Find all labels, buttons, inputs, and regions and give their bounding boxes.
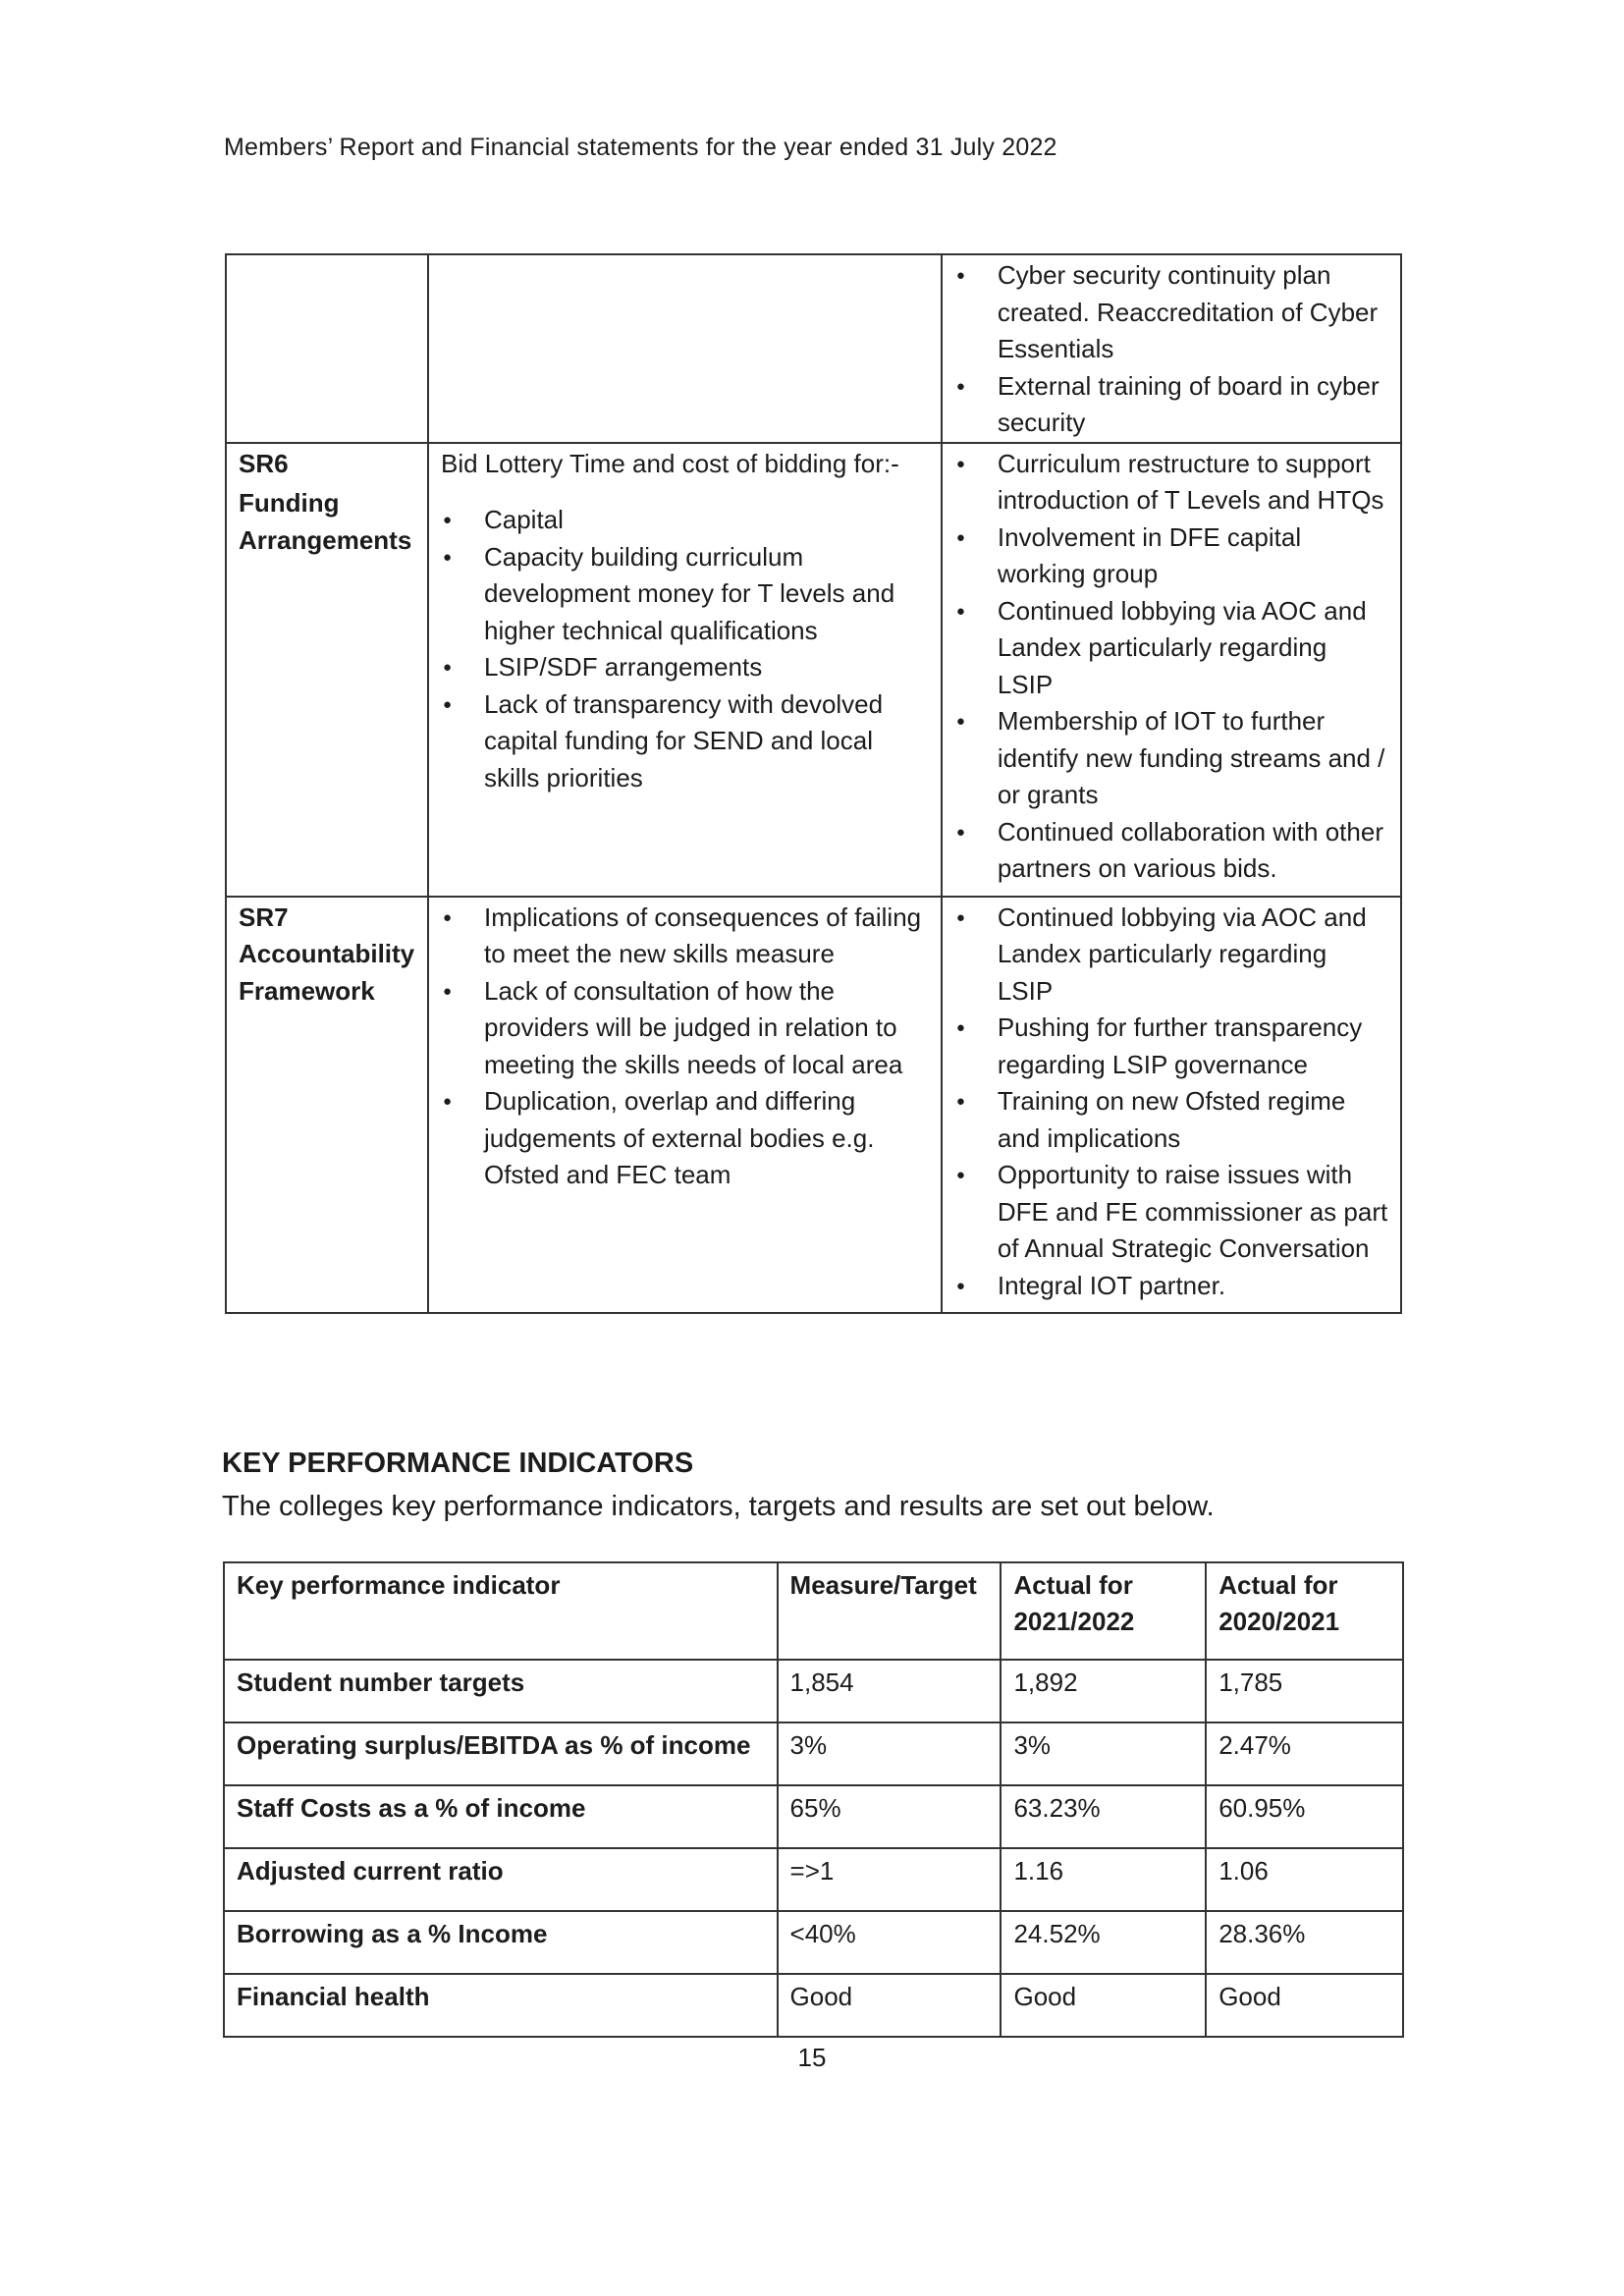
kpi-column-header: Key performance indicator [224, 1562, 778, 1660]
risk-category: Accountability Framework [239, 939, 415, 1006]
risk-item: ● Capital [441, 502, 929, 539]
kpi-target: <40% [778, 1911, 1001, 1974]
kpi-actual-current: 1,892 [1001, 1660, 1206, 1722]
kpi-row [224, 1785, 1403, 1848]
risk-item: ● Lack of transparency with devolved capital funding for SEND and local skills priorities [441, 686, 929, 797]
kpi-label: Operating surplus/EBITDA as % of income [224, 1722, 778, 1785]
risk-id-cell [226, 254, 428, 443]
risk-id-cell [226, 443, 428, 897]
risk-item: ● Capacity building curriculum development money for T levels and higher technical qualifications [441, 539, 929, 650]
kpi-actual-prior: 28.36% [1206, 1911, 1403, 1974]
risk-item: ● Lack of consultation of how the providers will be judged in relation to meeting the skills needs of local area [441, 973, 929, 1084]
kpi-actual-prior: 2.47% [1206, 1722, 1403, 1785]
mitigation-item: ● Involvement in DFE capital working group [954, 519, 1388, 593]
kpi-target: Good [778, 1974, 1001, 2037]
kpi-heading: KEY PERFORMANCE INDICATORS [222, 1448, 694, 1479]
risk-description-cell [428, 254, 942, 443]
kpi-actual-prior: Good [1206, 1974, 1403, 2037]
kpi-table [223, 1561, 1404, 2038]
risk-id: SR6 [239, 448, 289, 478]
mitigation-item: ● Curriculum restructure to support introduction of T Levels and HTQs [954, 446, 1388, 519]
kpi-actual-current: Good [1001, 1974, 1206, 2037]
risk-item: ● Duplication, overlap and differing judgements of external bodies e.g. Ofsted and FEC team [441, 1083, 929, 1194]
mitigation-item: ● Membership of IOT to further identify new funding streams and / or grants [954, 703, 1388, 814]
kpi-row [224, 1848, 1403, 1911]
kpi-actual-current: 3% [1001, 1722, 1206, 1785]
risk-category: Funding Arrangements [239, 488, 412, 555]
mitigation-item: ● Cyber security continuity plan created. Reaccreditation of Cyber Essentials [954, 257, 1388, 368]
kpi-target: =>1 [778, 1848, 1001, 1911]
mitigation-item: ● Integral IOT partner. [954, 1268, 1388, 1305]
risk-mitigation-cell [942, 897, 1401, 1314]
kpi-header-row [224, 1562, 1403, 1660]
page-header: Members’ Report and Financial statements for the year ended 31 July 2022 [224, 134, 1057, 161]
kpi-actual-prior: 60.95% [1206, 1785, 1403, 1848]
kpi-actual-prior: 1.06 [1206, 1848, 1403, 1911]
kpi-intro: The colleges key performance indicators, targets and results are set out below. [222, 1491, 1215, 1522]
risk-item: ● LSIP/SDF arrangements [441, 649, 929, 686]
risk-id: SR7 [239, 902, 289, 932]
risk-intro: Bid Lottery Time and cost of bidding for:- [440, 448, 899, 478]
kpi-row [224, 1722, 1403, 1785]
kpi-label: Adjusted current ratio [224, 1848, 778, 1911]
risk-id-cell [226, 897, 428, 1314]
kpi-actual-current: 1.16 [1001, 1848, 1206, 1911]
kpi-label: Borrowing as a % Income [224, 1911, 778, 1974]
risk-mitigation-cell [942, 443, 1401, 897]
risk-register-table [225, 253, 1402, 1314]
kpi-row [224, 1660, 1403, 1722]
kpi-target: 1,854 [778, 1660, 1001, 1722]
page-number: 15 [797, 2043, 827, 2072]
risk-mitigation-cell [942, 254, 1401, 443]
mitigation-item: ● Continued collaboration with other partners on various bids. [954, 814, 1388, 888]
risk-row-sr6 [226, 443, 1401, 897]
kpi-row [224, 1911, 1403, 1974]
kpi-target: 65% [778, 1785, 1001, 1848]
kpi-actual-current: 24.52% [1001, 1911, 1206, 1974]
mitigation-item: ● Pushing for further transparency regarding LSIP governance [954, 1010, 1388, 1083]
kpi-label: Student number targets [224, 1660, 778, 1722]
risk-description-cell [428, 443, 942, 897]
mitigation-item: ● Continued lobbying via AOC and Landex particularly regarding LSIP [954, 593, 1388, 704]
kpi-actual-prior: 1,785 [1206, 1660, 1403, 1722]
kpi-row [224, 1974, 1403, 2037]
kpi-label: Financial health [224, 1974, 778, 2037]
kpi-label: Staff Costs as a % of income [224, 1785, 778, 1848]
risk-item: ● Implications of consequences of failing to meet the new skills measure [441, 900, 929, 973]
mitigation-item: ● External training of board in cyber security [954, 368, 1388, 442]
kpi-column-header: Actual for 2020/2021 [1206, 1562, 1403, 1660]
kpi-column-header: Measure/Target [778, 1562, 1001, 1660]
kpi-actual-current: 63.23% [1001, 1785, 1206, 1848]
mitigation-item: ● Training on new Ofsted regime and implications [954, 1083, 1388, 1157]
mitigation-item: ● Opportunity to raise issues with DFE and FE commissioner as part of Annual Strategic Conversation [954, 1157, 1388, 1268]
risk-row-sr7 [226, 897, 1401, 1314]
risk-row-continuation [226, 254, 1401, 443]
risk-description-cell [428, 897, 942, 1314]
kpi-column-header: Actual for 2021/2022 [1001, 1562, 1206, 1660]
mitigation-item: ● Continued lobbying via AOC and Landex particularly regarding LSIP [954, 900, 1388, 1011]
kpi-target: 3% [778, 1722, 1001, 1785]
